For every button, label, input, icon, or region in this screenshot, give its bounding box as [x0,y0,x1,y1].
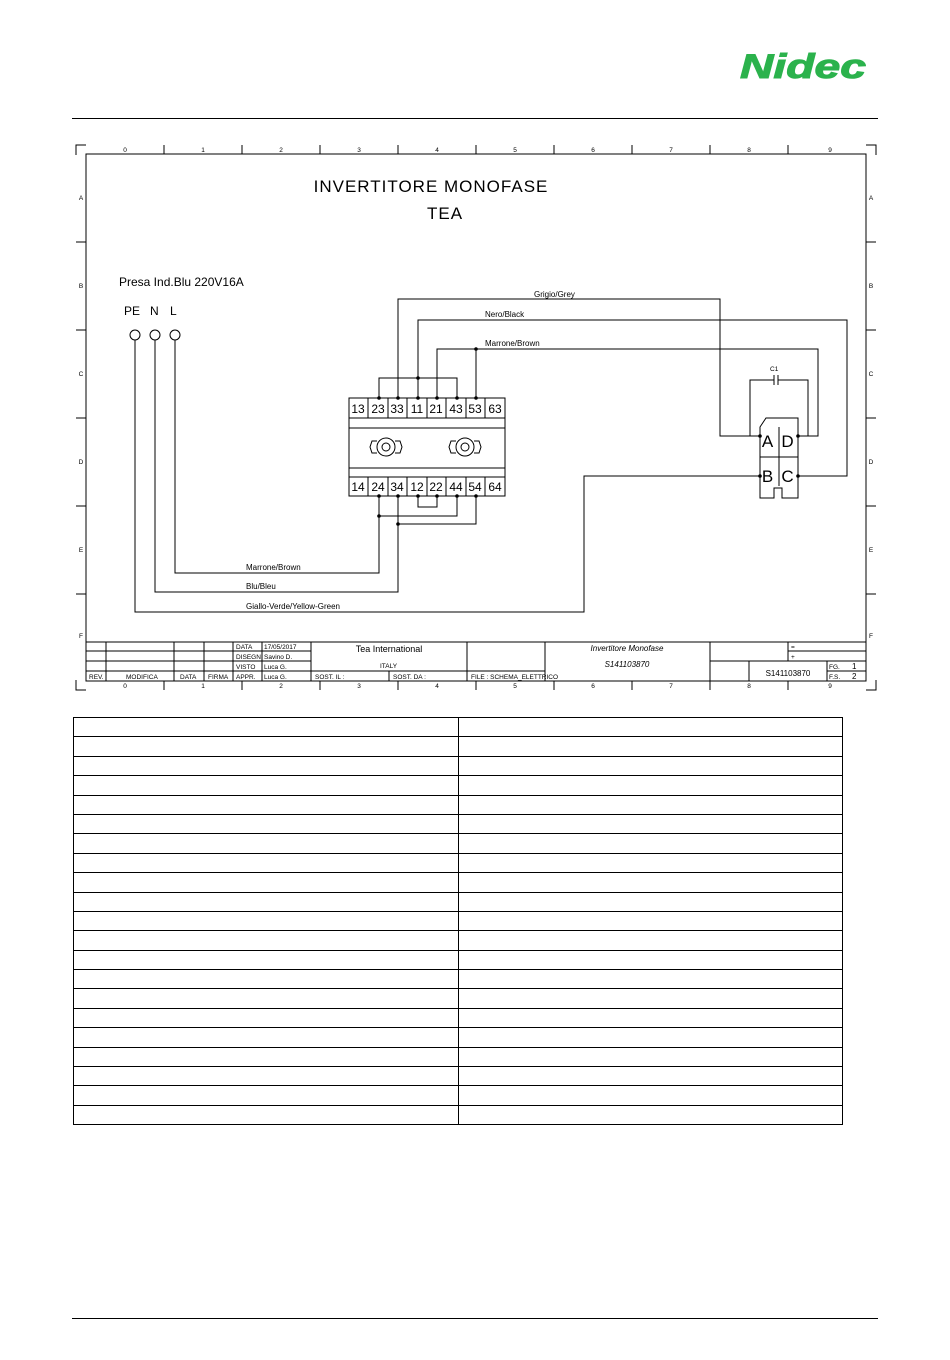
wire-label-black: Nero/Black [485,310,525,319]
table-row [74,970,843,989]
tb-file-label: FILE : SCHEMA_ELETTRICO [471,674,559,681]
row-label: B [868,283,874,290]
col-label: 4 [435,147,439,154]
top-wires [379,299,847,476]
table-cell [458,795,843,814]
table-cell [74,892,459,911]
table-cell [458,970,843,989]
table-cell [74,853,459,872]
motor-terminal-c: C [781,467,795,486]
pin-pe [130,330,140,340]
table-cell [74,873,459,892]
table-cell [458,931,843,950]
col-label: 9 [828,683,832,690]
table-row [74,1028,843,1047]
tb-disegn-value: Savino D. [264,654,293,661]
capacitor-c1 [750,375,808,436]
terminal-12: 12 [410,480,424,494]
table-row [74,737,843,756]
logo-text: Nidec [740,48,867,84]
tb-sost-il: SOST. IL : [315,674,345,681]
terminal-24: 24 [371,480,385,494]
table-cell [74,931,459,950]
terminal-34: 34 [390,480,404,494]
row-label: C [868,371,874,378]
col-label: 7 [669,683,673,690]
table-row [74,892,843,911]
row-label: B [78,283,84,290]
terminal-21: 21 [429,402,443,416]
table-cell [74,737,459,756]
table-cell [458,814,843,833]
junction-dots [377,347,478,526]
tb-appr-label: APPR. [236,674,256,681]
table-cell [458,1067,843,1086]
tb-firma-label: FIRMA [208,674,229,681]
terminal-44: 44 [449,480,463,494]
table-cell [458,1008,843,1027]
col-label: 0 [123,147,127,154]
table-row [74,718,843,737]
table-cell [458,950,843,969]
table-cell [458,892,843,911]
wire-label-brown-top: Marrone/Brown [485,339,540,348]
tb-country: ITALY [380,663,398,670]
tb-doc-title: Invertitore Monofase [590,644,664,653]
tb-visto-value: Luca G. [264,664,287,671]
motor-terminal-a: A [761,432,775,451]
col-label: 2 [279,683,283,690]
motor-terminal-d: D [781,432,795,451]
col-label: 0 [123,683,127,690]
socket-wires [135,340,760,612]
table-cell [74,795,459,814]
table-row [74,1008,843,1027]
tb-doc-code: S141103870 [604,660,650,669]
tb-visto-label: VISTO [236,664,256,671]
wire-label-yellow-green: Giallo-Verde/Yellow-Green [246,602,340,611]
terminal-63: 63 [488,402,502,416]
wire-label-grey: Grigio/Grey [534,290,575,299]
tb-sost-da: SOST. DA : [393,674,426,681]
table-cell [74,1047,459,1066]
terminal-64: 64 [488,480,502,494]
tb-company: Tea International [355,644,423,654]
row-label: E [868,547,874,554]
pin-n [150,330,160,340]
table-row [74,873,843,892]
terminal-43: 43 [449,402,463,416]
terminal-23: 23 [371,402,385,416]
table-cell [458,873,843,892]
table-row [74,1105,843,1124]
table-cell [458,756,843,775]
tb-fs-value: 2 [852,672,857,681]
tb-data-label: DATA [236,644,253,651]
terminal-13: 13 [351,402,365,416]
table-cell [74,911,459,930]
capacitor-label: C1 [770,366,779,373]
table-cell [74,756,459,775]
table-cell [74,970,459,989]
table-row [74,911,843,930]
table-cell [74,1008,459,1027]
table-row [74,795,843,814]
empty-table [73,717,843,1125]
table-row [74,776,843,795]
wire-blue [155,340,398,592]
tb-rev-label: REV. [89,674,104,681]
col-label: 2 [279,147,283,154]
table-row [74,1067,843,1086]
col-label: 3 [357,147,361,154]
wire-label-blue: Blu/Bleu [246,582,276,591]
table-row [74,1047,843,1066]
row-label: F [869,633,873,640]
switch-knob-left [370,438,402,456]
row-label: D [868,459,874,466]
wire-brown-top [437,349,818,436]
row-label: E [78,547,84,554]
tb-modifica-label: MODIFICA [126,674,158,681]
socket-label: Presa Ind.Blu 220V16A [119,275,244,289]
footer-rule [72,1318,878,1319]
terminal-33: 33 [390,402,404,416]
table-row [74,756,843,775]
table-cell [74,989,459,1008]
table-cell [458,989,843,1008]
pin-label-pe: PE [124,304,141,318]
table-cell [74,1067,459,1086]
row-label: D [78,459,84,466]
table-cell [74,950,459,969]
diagram-subtitle: TEA [426,204,464,223]
pin-label-l: L [170,304,177,318]
table-cell [458,737,843,756]
col-label: 5 [513,147,517,154]
table-cell [458,776,843,795]
pin-label-n: N [150,304,159,318]
tb-fg-label: FG. [829,664,840,671]
col-label: 4 [435,683,439,690]
col-label: 6 [591,147,595,154]
table-row [74,814,843,833]
wire-yellow-green [135,340,760,612]
table-cell [458,718,843,737]
table-cell [74,776,459,795]
socket-pins [130,330,180,340]
table-cell [74,718,459,737]
table-cell [74,1105,459,1124]
tb-code-right: S141103870 [765,669,811,678]
table-row [74,931,843,950]
pin-l [170,330,180,340]
table-cell [458,834,843,853]
tb-fs-label: F.S. [829,674,841,681]
tb-fg-value: 1 [852,662,857,671]
tb-disegn-label: DISEGN. [236,654,263,661]
tb-appr-value: Luca G. [264,674,287,681]
column-labels-top [123,147,832,154]
terminal-14: 14 [351,480,365,494]
col-label: 6 [591,683,595,690]
row-label: A [78,195,84,202]
col-label: 5 [513,683,517,690]
wire-label-brown-bottom: Marrone/Brown [246,563,301,572]
row-label: F [79,633,83,640]
col-label: 1 [201,683,205,690]
terminal-54: 54 [468,480,482,494]
table-cell [458,853,843,872]
table-cell [74,814,459,833]
col-label: 3 [357,683,361,690]
table-row [74,1086,843,1105]
tb-data-value: 17/05/2017 [264,644,297,651]
motor-terminal-b: B [761,467,775,486]
terminal-22: 22 [429,480,443,494]
table-cell [458,911,843,930]
table-cell [458,1028,843,1047]
diagram-title: INVERTITORE MONOFASE [313,177,549,196]
bottom-jumpers [379,496,476,524]
table-cell [458,1047,843,1066]
table-row [74,950,843,969]
switch-knob-right [449,438,481,456]
motor-terminal-block [760,418,798,498]
tb-plus: + [791,654,795,661]
table-cell [74,834,459,853]
col-label: 9 [828,147,832,154]
tb-data-col-label: DATA [180,674,197,681]
wire-brown-bottom [175,340,379,573]
terminal-11: 11 [410,402,424,416]
table-row [74,834,843,853]
column-labels-bottom [123,683,832,690]
terminal-53: 53 [468,402,482,416]
col-label: 1 [201,147,205,154]
col-label: 8 [747,147,751,154]
table-row [74,853,843,872]
table-cell [458,1086,843,1105]
row-label: C [78,371,84,378]
table-cell [74,1028,459,1047]
table-cell [458,1105,843,1124]
row-label: A [868,195,874,202]
tb-eq: = [791,644,795,651]
table-row [74,989,843,1008]
col-label: 7 [669,147,673,154]
col-label: 8 [747,683,751,690]
title-block-text [89,644,840,681]
table-cell [74,1086,459,1105]
